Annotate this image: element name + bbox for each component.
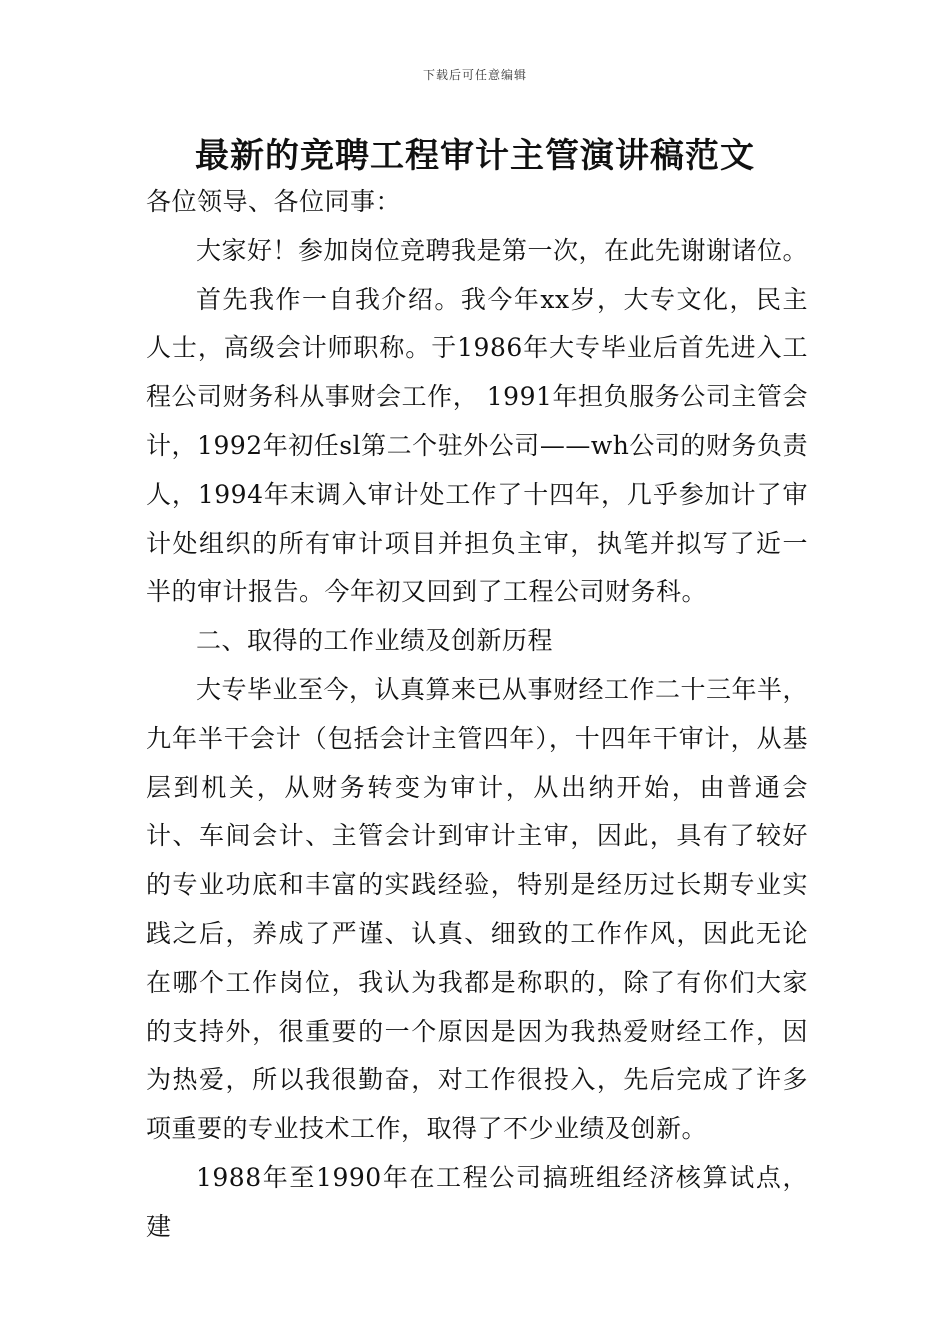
paragraph-greeting: 大家好！参加岗位竞聘我是第一次，在此先谢谢诸位。 <box>196 235 809 265</box>
salutation: 各位领导、各位同事： <box>146 187 402 216</box>
paragraph-pilot-project: 1988年至1990年在工程公司搞班组经济核算试点，建 <box>146 1162 808 1241</box>
paragraph-self-introduction: 首先我作一自我介绍。我今年xx岁，大专文化，民主人士，高级会计师职称。于1986年大专毕业后首先进入工程公司财务科从事财会工作， 1991年担负服务公司主管会计，1992年初任sl第二个驻外公司——wh公司的财务负责人，1994年末调入审计处工作了十四年，几乎参加计了审计处组织的所有审计项目并担负主审，执笔并拟写了近一半的审计报告。今年初又回到了工程公司财务科。 <box>146 284 808 607</box>
paragraph-career-history: 大专毕业至今，认真算来已从事财经工作二十三年半，九年半干会计（包括会计主管四年），十四年干审计，从基层到机关，从财务转变为审计，从出纳开始，由普通会计、车间会计、主管会计到审计主审，因此，具有了较好的专业功底和丰富的实践经验，特别是经历过长期专业实践之后，养成了严谨、认真、细致的工作作风，因此无论在哪个工作岗位，我认为我都是称职的，除了有你们大家的支持外，很重要的一个原因是因为我热爱财经工作，因为热爱，所以我很勤奋，对工作很投入，先后完成了许多项重要的专业技术工作，取得了不少业绩及创新。 <box>146 674 809 1144</box>
document-title: 最新的竞聘工程审计主管演讲稿范文 <box>195 136 755 176</box>
page-header-note: 下载后可任意编辑 <box>422 68 527 82</box>
section-heading-achievements: 二、取得的工作业绩及创新历程 <box>196 626 554 656</box>
document-body <box>146 178 808 1252</box>
